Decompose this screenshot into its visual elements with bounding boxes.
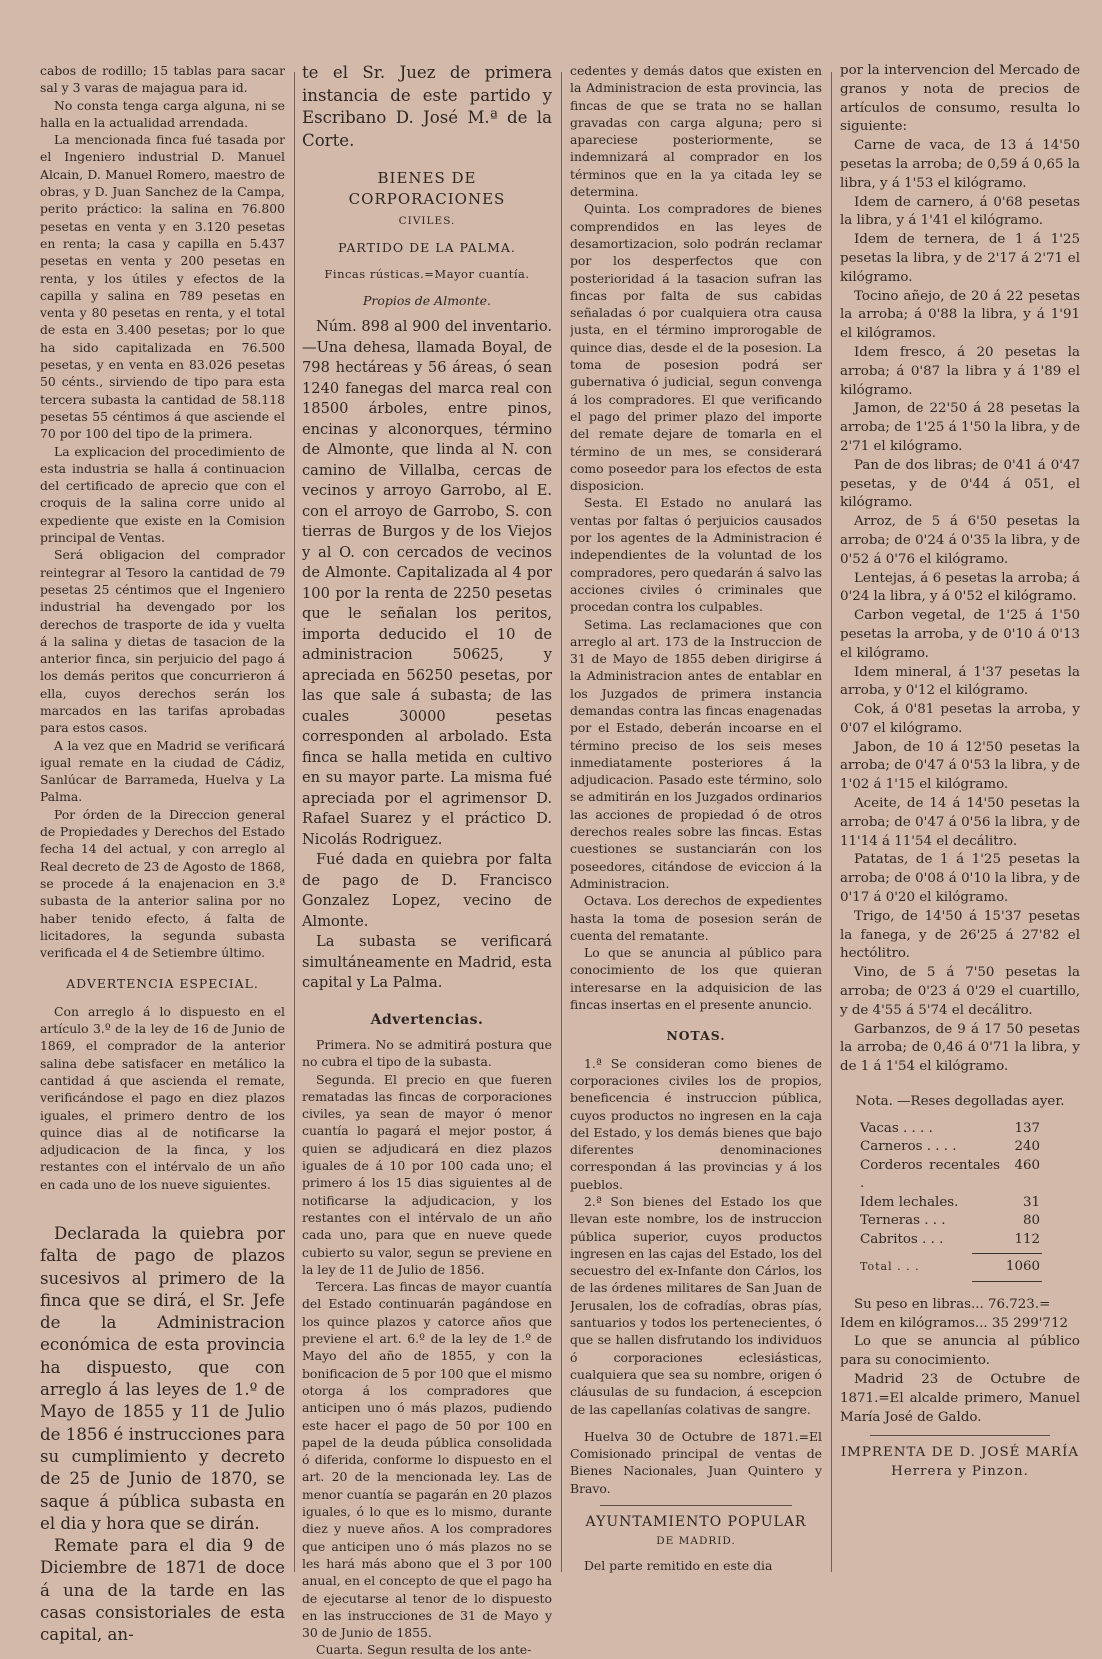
section-heading: AYUNTAMIENTO POPULAR xyxy=(585,1514,807,1531)
row-label: Idem lechales. xyxy=(860,1194,959,1210)
paragraph: La mencionada finca fué tasada por el Ingeniero industrial D. Manuel Alcain, D. Manuel Romero, maestro de obras, y D. Juan Sanchez de la Campa, perito práctico: la salina en 76.800 pesetas en venta y en 3.120 pesetas en renta; la casa y capilla en 5.437 pesetas en venta y 200 pesetas en renta, y los útiles y efectos de la capilla y salina en 789 pesetas en venta y 80 pesetas en renta, y el total de esta en 3.400 pesetas; por lo que ha sido capitalizada en 76.500 pesetas, y en venta en 83.026 pesetas 50 cénts., sirviendo de tipo para esta tercera subasta la cantidad de 58.118 pesetas 55 céntimos á que asciende el 70 por 100 del tipo de la primera. xyxy=(40,132,285,442)
paragraph: Primera. No se admitirá postura que no cubra el tipo de la subasta. xyxy=(302,1037,552,1070)
paragraph: Su peso en libras... 76.723.= xyxy=(854,1296,1051,1312)
price-item: Pan de dos libras; de 0'41 á 0'47 pesetas, y de 0'44 á 051, el kilógramo. xyxy=(840,457,1080,511)
row-label: Carneros . . . . xyxy=(860,1139,957,1155)
price-item: Jamon, de 22'50 á 28 pesetas la arroba; de 1'25 á 1'50 la libra, y de 2'71 el kilógramo. xyxy=(840,401,1080,454)
paragraph-large: Declarada la quiebra por falta de pago de plazos sucesivos al primero de la finca que se dirá, el Sr. Jefe de la Administracion económica de esta provincia ha dispuesto, que con arreglo á las leyes de 1.º de Mayo de 1855 y 11 de Julio de 1856 é instrucciones para su cumplimiento y decreto de 25 de Junio de 1870, se saque á pública subasta en el dia y hora que se dirán. xyxy=(40,1224,285,1533)
paragraph-large: Remate para el dia 9 de Diciembre de 1871 de doce á una de la tarde en las casas consistoriales de esta capital, an- xyxy=(40,1536,285,1645)
row-label: Terneras . . . xyxy=(860,1213,946,1229)
paragraph: Fué dada en quiebra por falta de pago de D. Francisco Gonzalez Lopez, vecino de Almonte. xyxy=(302,851,552,930)
table-row xyxy=(860,1120,1040,1139)
price-item: Jabon, de 10 á 12'50 pesetas la arroba; de 0'47 á 0'53 la libra, y de 1'02 á 1'15 el kilógramo. xyxy=(840,739,1080,793)
paragraph: cabos de rodillo; 15 tablas para sacar sal y 3 varas de majagua para id. xyxy=(40,63,285,96)
section-subheading: PARTIDO DE LA PALMA. xyxy=(338,239,516,255)
paragraph: Cuarta. Segun resulta de los ante- xyxy=(316,1642,532,1658)
section-heading: NOTAS. xyxy=(666,1028,726,1044)
row-value: 460 xyxy=(1014,1157,1040,1173)
column-3 xyxy=(570,62,822,1574)
paragraph: Por órden de la Direccion general de Propiedades y Derechos del Estado fecha 14 del actual, y con arreglo al Real decreto de 23 de Agosto de 1868, se procede á la enajenacion en 3.ª subasta de la anterior salina por no haber tenido efecto, á falta de licitadores, la segunda subasta verificada el 4 de Setiembre último. xyxy=(40,806,285,961)
total-value: 1060 xyxy=(1005,1259,1040,1275)
paragraph: Idem en kilógramos... 35 299'712 xyxy=(840,1315,1068,1331)
paragraph: A la vez que en Madrid se verificará igual remate en la ciudad de Cádiz, Sanlúcar de Barrameda, Huelva y La Palma. xyxy=(40,737,285,805)
paragraph: La subasta se verificará simultáneamente en Madrid, esta capital y La Palma. xyxy=(302,933,552,991)
section-heading: Advertencias. xyxy=(370,1011,484,1028)
price-item: Idem fresco, á 20 pesetas la arroba; á 0'87 la libra y á 1'89 el kilógramo. xyxy=(840,344,1080,398)
paragraph: Será obligacion del comprador reintegrar al Tesoro la cantidad de 79 pesetas 25 céntimos que el Ingeniero industrial ha devengado por los derechos de trasporte de ida y vuelta á la salina y dietas de tasacion de la anterior finca, sin perjuicio del pago á los demás peritos que concurrieron á ella, cuyos derechos serán los marcados en las tarifas aprobadas para estos casos. xyxy=(40,547,285,736)
table-row xyxy=(860,1231,1040,1250)
column-4 xyxy=(840,62,1080,1482)
paragraph: La explicacion del procedimiento de esta industria se halla á continuacion del certificado de aprecio que con el croquis de la salina corre unido al expediente que existe en la Comision principal de Ventas. xyxy=(40,443,285,546)
paragraph: Madrid 23 de Octubre de 1871.=El alcalde primero, Manuel María José de Galdo. xyxy=(840,1372,1080,1425)
column-rule xyxy=(561,72,562,1572)
newspaper-page xyxy=(40,62,1080,1658)
paragraph: Quinta. Los compradores de bienes comprendidos en las leyes de desamortizacion, solo podrán reclamar por los desperfectos que con posterioridad á la tasacion sufran las fincas por falta de sus cabidas señaladas ó por cualquiera otra causa justa, en el término improrogable de quince dias, desde el de la posesion. La toma de posesion podrá ser gubernativa ó judicial, segun convenga á los compradores. El que verificando el pago del primer plazo del importe del remate dejare de tomarla en el término de un mes, se considerará como poseedor para los efectos de esta disposicion. xyxy=(570,201,822,494)
total-row xyxy=(860,1258,1040,1277)
price-item: Carbon vegetal, de 1'25 á 1'50 pesetas la arroba, y de 0'10 á 0'13 el kilógramo. xyxy=(840,608,1080,661)
row-value: 80 xyxy=(1022,1213,1040,1229)
column-rule xyxy=(294,72,295,1572)
signature-paragraph: Huelva 30 de Octubre de 1871.=El Comisionado principal de ventas de Bienes Nacionales, Juan Quintero y Bravo. xyxy=(570,1428,822,1496)
row-value: 31 xyxy=(1022,1194,1040,1210)
section-subheading: Fincas rústicas.=Mayor cuantía. xyxy=(324,267,530,281)
price-item: Idem de ternera, de 1 á 1'25 pesetas la libra, y de 2'17 á 2'71 el kilógramo. xyxy=(840,232,1080,285)
row-value: 240 xyxy=(1014,1139,1040,1155)
section-subheading: CIVILES. xyxy=(398,215,456,227)
row-label: Corderos recentales . xyxy=(860,1157,1000,1192)
section-heading: BIENES DE CORPORACIONES xyxy=(348,169,506,208)
paragraph: Segunda. El precio en que fueren rematadas las fincas de corporaciones civiles, ya sean de mayor ó menor cuantía lo pagará el mejor postor, á quien se adjudicará en diez plazos iguales de á 10 por 100 cada uno; el primero á los 15 dias siguientes al de notificarse la adjudicacion, y los restantes con el intérvalo de un año cada uno, para que en nueve quede cubierto su valor, segun se previene en la ley de 11 de Julio de 1856. xyxy=(302,1071,552,1277)
paragraph: Sesta. El Estado no anulará las ventas por faltas ó perjuicios causados por los agentes de la Administracion é independientes de la voluntad de los compradores, pero quedarán á salvo las acciones civiles ó criminales que procedan contra los culpables. xyxy=(570,495,822,615)
table-row xyxy=(860,1194,1040,1213)
price-item: Vino, de 5 á 7'50 pesetas la arroba; de 0'23 á 0'29 el cuartillo, y de 4'55 á 5'74 el decálitro. xyxy=(840,965,1080,1018)
column-2 xyxy=(302,62,552,1659)
paragraph: por la intervencion del Mercado de granos y nota de precios de artículos de consumo, resulta lo siguiente: xyxy=(840,63,1080,135)
paragraph: Lo que se anuncia al público para conocimiento de los que quieran interesarse en la adquisicion de las fincas insertas en el presente anuncio. xyxy=(570,945,822,1013)
column-rule xyxy=(831,72,832,1572)
section-subheading: Propios de Almonte. xyxy=(362,292,492,308)
price-item: Idem de carnero, á 0'68 pesetas la libra, y á 1'41 el kilógramo. xyxy=(840,194,1080,229)
paragraph: Tercera. Las fincas de mayor cuantía del Estado continuarán pagándose en los quince plazos y catorce años que previene el art. 6.º de la ley de 1.º de Mayo del año de 1855, y con la bonificacion de 5 por 100 que el mismo otorga á los compradores que anticipen uno ó más plazos, pudiendo este hacer el pago de 50 por 100 en papel de la deuda pública consolidada ó diferida, conforme lo dispuesto en el art. 20 de la mencionada ley. Las de menor cuantía se pagarán en 20 plazos iguales, ó lo que es lo mismo, durante diez y nueve años. A los compradores que anticipen uno ó más plazos no se les hará más abono que el 3 por 100 anual, en el concepto de que el pago ha de ejecutarse al tenor de lo dispuesto en las instrucciones de 31 de Mayo y 30 de Junio de 1855. xyxy=(302,1279,552,1641)
paragraph: te el Sr. Juez de primera instancia de este partido y Escribano D. José M.ª de la Corte. xyxy=(302,63,552,150)
price-item: Tocino añejo, de 20 á 22 pesetas la arroba; á 0'88 la libra, y á 1'91 el kilógramos. xyxy=(840,288,1080,342)
section-subheading: DE MADRID. xyxy=(656,1535,736,1548)
total-label: Total . . . xyxy=(860,1260,920,1274)
divider xyxy=(870,1435,1050,1436)
paragraph: Núm. 898 al 900 del inventario.—Una dehesa, llamada Boyal, de 798 hectáreas y 56 áreas, ó sean 1240 fanegas del marca real con 18500 árboles, entre pinos, encinas y alconorques, término de Almonte, que linda al N. con camino de Villalba, cercas de vecinos y arroyo Garrobo, al E. con el arroyo de Garrobo, S. con tierras de Burgos y de los Viejos y al O. con cercados de vecinos de Almonte. Capitalizada al 4 por 100 por la renta de 2250 pesetas que le señalan los peritos, importa deducido el 10 de administracion 50625, y apreciada en 56250 pesetas, por las que sale á subasta; de las cuales 30000 pesetas corresponden al arbolado. Esta finca se halla metida en cultivo en su mayor parte. La misma fué apreciada por el agrimensor D. Rafael Suarez y el práctico D. Nicolás Rodriguez. xyxy=(302,318,552,848)
paragraph: Lo que se anuncia al público para su conocimiento. xyxy=(840,1334,1080,1369)
table-row xyxy=(860,1157,1040,1194)
row-value: 112 xyxy=(1014,1231,1040,1247)
price-item: Trigo, de 14'50 á 15'37 pesetas la fanega, y de 26'25 á 27'82 el hectólitro. xyxy=(840,908,1080,962)
price-item: Aceite, de 14 á 14'50 pesetas la arroba; de 0'47 á 0'56 la libra, y de 11'14 á 11'54 el decálitro. xyxy=(840,796,1080,849)
price-item: Cok, á 0'81 pesetas la arroba, y 0'07 el kilógramo. xyxy=(840,702,1080,736)
paragraph: Setima. Las reclamaciones que con arreglo al art. 173 de la Instruccion de 31 de Mayo de 1855 deben dirigirse á la Administracion antes de entablar en los Juzgados de primera instancia demandas contra las fincas enagenadas por el Estado, deberán incoarse en el término preciso de los seis meses inmediatamente posteriores á la adjudicacion. Pasado este término, solo se admitirán en los Juzgados ordinarios las acciones de propiedad ó de otros derechos reales sobre las fincas. Estas cuestiones se sustanciarán con los poseedores, citándose de eviccion á la Administracion. xyxy=(570,616,822,891)
table-row xyxy=(860,1138,1040,1157)
paragraph: Con arreglo á lo dispuesto en el artículo 3.º de la ley de 16 de Junio de 1869, el comprador de la anterior salina debe satisfacer en metálico la cantidad á que ascienda el remate, verificándose el pago en diez plazos iguales, el primero dentro de los quince dias al de notificarse la adjudicacion de la finca, y los restantes con el intérvalo de un año en cada uno de los nueve siguientes. xyxy=(40,1003,285,1192)
row-label: Vacas . . . . xyxy=(860,1120,933,1136)
price-item: Arroz, de 5 á 6'50 pesetas la arroba; de 0'24 á 0'35 la libra, y de 0'52 á 0'76 el kilógramo. xyxy=(840,514,1080,567)
row-label: Cabritos . . . xyxy=(860,1231,944,1247)
price-item: Garbanzos, de 9 á 17 50 pesetas la arroba; de 0,46 á 0'71 la libra, y de 1 á 1'54 el kilógramo. xyxy=(840,1021,1080,1075)
price-item: Carne de vaca, de 13 á 14'50 pesetas la arroba; de 0,59 á 0,65 la libra, y á 1'53 el kilógramo. xyxy=(840,138,1080,191)
paragraph: 1.ª Se consideran como bienes de corporaciones civiles los de propios, beneficencia é instruccion pública, cuyos productos no ingresen en la caja del Estado, y los demás bienes que bajo diferentes denominaciones correspondan á las provincias y á los pueblos. xyxy=(570,1055,822,1192)
paragraph: No consta tenga carga alguna, ni se halla en la actualidad arrendada. xyxy=(40,97,285,130)
paragraph: 2.ª Son bienes del Estado los que llevan este nombre, los de instruccion pública superior, cuyos productos ingresen en las cajas del Estado, los del secuestro del ex-Infante don Cárlos, los de las órdenes militares de San Juan de Jerusalen, los de cofradías, obras pías, santuarios y todos los pertenecientes, ó que se hallen disfrutando los individuos ó corporaciones eclesiásticas, cualquiera que sea su nombre, origen ó cláusulas de su fundacion, á escepcion de las capellanías colativas de sangre. xyxy=(570,1194,822,1417)
price-item: Patatas, de 1 á 1'25 pesetas la arroba; de 0'08 á 0'10 la libra, y de 0'17 á 0'20 el kilógramo. xyxy=(840,852,1080,906)
note-heading: Nota. —Reses degolladas ayer. xyxy=(855,1094,1065,1110)
printer-imprint: IMPRENTA DE D. JOSÉ MARÍA Herrera y Pinzon. xyxy=(840,1445,1080,1480)
paragraph: Del parte remitido en este dia xyxy=(584,1557,773,1573)
livestock-table xyxy=(860,1120,1080,1282)
price-item: Lentejas, á 6 pesetas la arroba; á 0'24 la libra, y á 0'52 el kilógramo. xyxy=(840,570,1080,605)
divider xyxy=(600,1505,792,1506)
section-heading: ADVERTENCIA ESPECIAL. xyxy=(66,976,259,992)
paragraph: cedentes y demás datos que existen en la Administracion de esta provincia, las fincas de que se trata no se hallan gravadas con carga alguna; pero si apareciese posteriormente, se indemnizará al comprador en los términos que en la ya citada ley se determina. xyxy=(570,63,822,200)
row-value: 137 xyxy=(1014,1120,1040,1136)
column-1 xyxy=(40,62,285,1647)
paragraph: Octava. Los derechos de expedientes hasta la toma de posesion serán de cuenta del rematante. xyxy=(570,893,822,943)
table-row xyxy=(860,1212,1040,1231)
price-item: Idem mineral, á 1'37 pesetas la arroba, y 0'12 el kilógramo. xyxy=(840,664,1080,699)
price-list xyxy=(840,137,1080,1077)
